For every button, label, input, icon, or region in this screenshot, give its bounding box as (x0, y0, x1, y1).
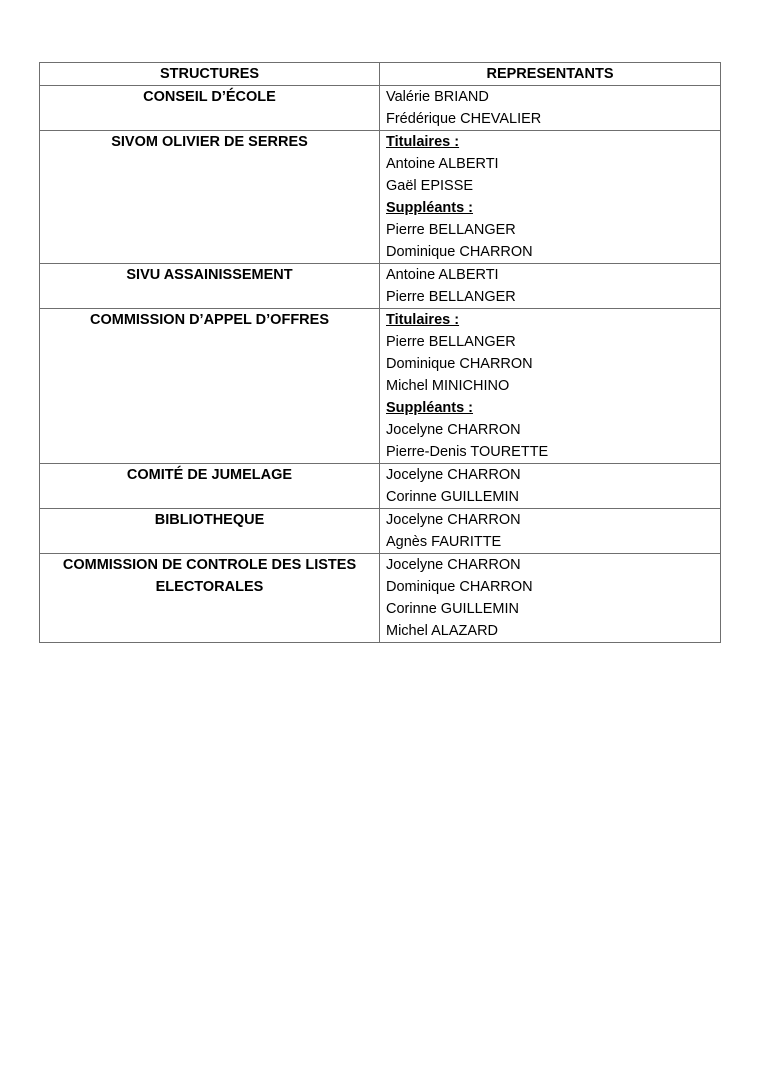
table-row (40, 264, 721, 309)
structure-cell: SIVU ASSAINISSEMENT (40, 264, 380, 309)
representatives-table (39, 62, 721, 643)
representative-name: Jocelyne CHARRON (386, 467, 521, 483)
representatives-cell (380, 131, 721, 264)
role-subheading: Suppléants : (386, 200, 474, 216)
representative-name: Jocelyne CHARRON (386, 557, 521, 573)
structure-cell: COMMISSION DE CONTROLE DES LISTES ELECTORALES (40, 554, 380, 643)
structure-cell: COMMISSION D’APPEL D’OFFRES (40, 309, 380, 464)
table-row (40, 509, 721, 554)
table-row (40, 554, 721, 643)
representatives-cell (380, 264, 721, 309)
header-representants: REPRESENTANTS (380, 63, 721, 86)
representative-name: Dominique CHARRON (386, 244, 533, 260)
table-row (40, 309, 721, 464)
representative-name: Corinne GUILLEMIN (386, 601, 519, 617)
representative-name: Jocelyne CHARRON (386, 422, 521, 438)
representative-name: Gaël EPISSE (386, 178, 474, 194)
table-row (40, 86, 721, 131)
representative-name: Michel ALAZARD (386, 623, 499, 639)
representative-name: Michel MINICHINO (386, 378, 510, 394)
representatives-cell (380, 309, 721, 464)
representatives-cell (380, 464, 721, 509)
structure-cell: COMITÉ DE JUMELAGE (40, 464, 380, 509)
structure-cell: BIBLIOTHEQUE (40, 509, 380, 554)
representative-name: Pierre-Denis TOURETTE (386, 444, 549, 460)
representatives-cell (380, 509, 721, 554)
representative-name: Pierre BELLANGER (386, 334, 516, 350)
representative-name: Valérie BRIAND (386, 89, 489, 105)
representative-name: Corinne GUILLEMIN (386, 489, 519, 505)
representative-name: Frédérique CHEVALIER (386, 111, 542, 127)
table-body (40, 86, 721, 643)
structure-cell: SIVOM OLIVIER DE SERRES (40, 131, 380, 264)
representative-name: Antoine ALBERTI (386, 156, 499, 172)
representative-name: Dominique CHARRON (386, 356, 533, 372)
structure-cell: CONSEIL D’ÉCOLE (40, 86, 380, 131)
role-subheading: Titulaires : (386, 312, 460, 328)
representative-name: Dominique CHARRON (386, 579, 533, 595)
table-row (40, 131, 721, 264)
table-header-row (40, 63, 721, 86)
representative-name: Pierre BELLANGER (386, 289, 516, 305)
header-structures: STRUCTURES (40, 63, 380, 86)
table-row (40, 464, 721, 509)
role-subheading: Suppléants : (386, 400, 474, 416)
representative-name: Jocelyne CHARRON (386, 512, 521, 528)
representative-name: Antoine ALBERTI (386, 267, 499, 283)
role-subheading: Titulaires : (386, 134, 460, 150)
representative-name: Pierre BELLANGER (386, 222, 516, 238)
representatives-cell (380, 554, 721, 643)
representative-name: Agnès FAURITTE (386, 534, 502, 550)
representatives-cell (380, 86, 721, 131)
